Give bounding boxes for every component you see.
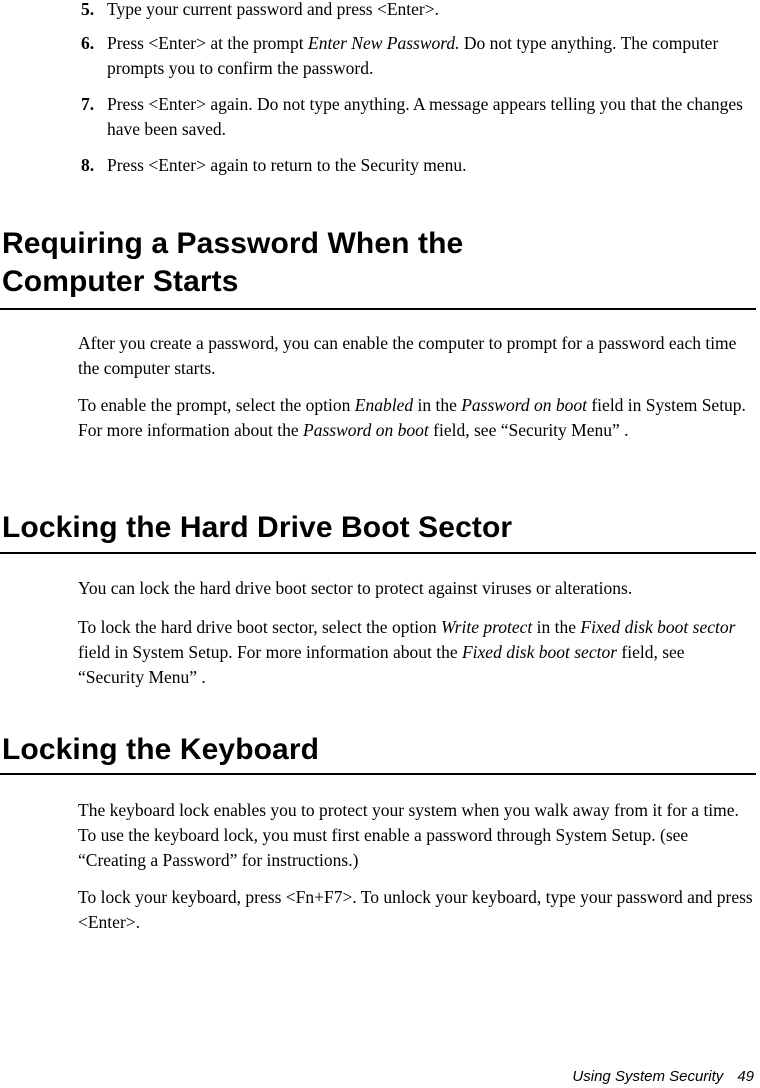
step-item bbox=[0, 31, 752, 81]
field-name: Fixed disk boot sector bbox=[461, 642, 618, 662]
step-item bbox=[0, 0, 752, 22]
field-name: Password on boot bbox=[303, 420, 429, 440]
text-run: field, see “Security Menu” . bbox=[428, 420, 629, 440]
section-divider bbox=[0, 552, 756, 554]
section-divider bbox=[0, 773, 756, 775]
page-number: 49 bbox=[737, 1068, 754, 1085]
text-run: field in System Setup. For more information about the bbox=[78, 395, 746, 440]
paragraph: You can lock the hard drive boot sector to protect against viruses or alterations. bbox=[78, 578, 633, 598]
step-item bbox=[0, 92, 752, 142]
heading-line: Requiring a Password When the bbox=[2, 227, 464, 260]
option-name: Enabled bbox=[354, 395, 414, 415]
field-name: Fixed disk boot sector bbox=[580, 617, 736, 637]
step-item bbox=[0, 153, 752, 178]
text-run: field, see “Security Menu” . bbox=[78, 642, 685, 687]
section-divider bbox=[0, 308, 756, 310]
footer-section-title: Using System Security bbox=[572, 1068, 724, 1085]
section-heading-password-on-boot bbox=[2, 225, 463, 301]
step-number: 5. bbox=[81, 0, 95, 19]
step-text: Press <Enter> at the prompt bbox=[107, 33, 309, 53]
step-text: Press <Enter> again. Do not type anything. A message appears telling you that the changes have been saved. bbox=[107, 94, 743, 139]
numbered-steps bbox=[0, 0, 760, 178]
paragraph bbox=[78, 615, 754, 690]
paragraph bbox=[78, 393, 754, 443]
step-text: Do not type anything. The computer prompts you to confirm the password. bbox=[107, 33, 719, 78]
heading-line: Computer Starts bbox=[2, 265, 239, 298]
section-heading-boot-sector: Locking the Hard Drive Boot Sector bbox=[2, 511, 513, 544]
field-name: Password on boot bbox=[461, 395, 587, 415]
text-run: in the bbox=[413, 395, 462, 415]
step-text: Type your current password and press <Enter>. bbox=[107, 0, 439, 19]
prompt-name: Enter New Password. bbox=[308, 33, 460, 53]
paragraph: To lock your keyboard, press <Fn+F7>. To unlock your keyboard, type your password and press <Enter>. bbox=[78, 887, 753, 932]
page-footer bbox=[572, 1068, 754, 1086]
option-name: Write protect bbox=[441, 617, 533, 637]
step-text: Press <Enter> again to return to the Security menu. bbox=[107, 155, 467, 175]
step-number: 7. bbox=[81, 94, 95, 114]
text-run: field in System Setup. For more information about the bbox=[78, 642, 462, 662]
text-run: in the bbox=[532, 617, 581, 637]
step-number: 8. bbox=[81, 155, 95, 175]
section-heading-keyboard-lock: Locking the Keyboard bbox=[2, 733, 320, 766]
paragraph: The keyboard lock enables you to protect your system when you walk away from it for a time. To use the keyboard lock, you must first enable a password through System Setup. (see “Creating a Password” for instructions.) bbox=[78, 800, 739, 870]
text-run: To lock the hard drive boot sector, select the option bbox=[78, 617, 442, 637]
text-run: To enable the prompt, select the option bbox=[78, 395, 355, 415]
paragraph: After you create a password, you can enable the computer to prompt for a password each time the computer starts. bbox=[78, 333, 737, 378]
step-number: 6. bbox=[81, 33, 95, 53]
